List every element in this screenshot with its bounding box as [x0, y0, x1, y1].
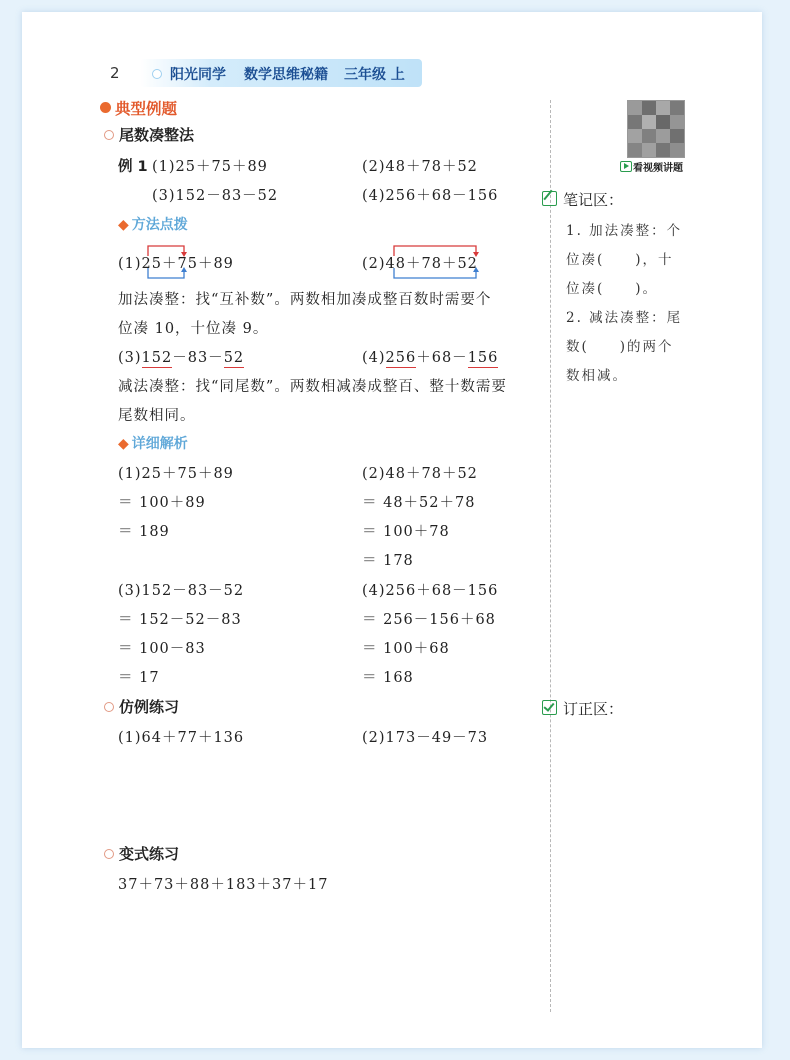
prefix: (2) — [362, 256, 386, 272]
grade-label: 三年级 上 — [344, 67, 405, 83]
solution-2-line-4: ＝ 178 — [362, 553, 414, 569]
correction-title — [542, 698, 623, 719]
term-b: 52 — [457, 256, 478, 272]
sub-explain-line-1: 减法凑整：找“同尾数”。两数相减凑成整百、整十数需要 — [118, 379, 507, 395]
page-number: 2 — [110, 64, 120, 82]
practice-title: 仿例练习 — [119, 698, 180, 716]
section-dot-icon — [100, 102, 111, 113]
method-title-text: 方法点拨 — [131, 217, 188, 233]
solution-4-line-4: ＝ 168 — [362, 670, 414, 686]
term-b: 156 — [467, 350, 499, 366]
notes-line-5: 数( )的两个 — [566, 339, 674, 355]
practice-bullet-icon — [104, 702, 114, 712]
qr-code-icon[interactable] — [627, 100, 685, 158]
sub-explain-line-2: 尾数相同。 — [118, 408, 196, 424]
op: ＋ — [162, 256, 178, 272]
solution-3-line-1: (3)152－83－52 — [118, 583, 245, 599]
notes-line-1: 1. 加法凑整：个 — [566, 223, 683, 239]
add-explain-line-1: 加法凑整：找“互补数”。两数相加凑成整百数时需要个 — [118, 292, 492, 308]
practice-question-2: (2)173－49－73 — [362, 730, 489, 746]
page — [22, 12, 762, 1048]
mid: －83－ — [172, 350, 224, 366]
example-problem-4: (4)256＋68－156 — [362, 188, 499, 204]
solution-4-line-2: ＝ 256－156＋68 — [362, 612, 496, 628]
term-a: 48 — [385, 256, 406, 272]
solution-2-line-3: ＝ 100＋78 — [362, 524, 450, 540]
solution-1-line-3: ＝ 189 — [118, 524, 170, 540]
term-a: 25 — [141, 256, 162, 272]
solution-title-text: 详细解析 — [131, 436, 188, 452]
method-line2-right — [362, 346, 498, 367]
note-pen-icon — [542, 191, 557, 206]
tail: ＋89 — [197, 256, 234, 272]
example-problem-3: (3)152－83－52 — [152, 188, 279, 204]
solution-1-line-2: ＝ 100＋89 — [118, 495, 206, 511]
subsection-bullet-icon — [104, 130, 114, 140]
solution-4-line-3: ＝ 100＋68 — [362, 641, 450, 657]
solution-3-line-2: ＝ 152－52－83 — [118, 612, 242, 628]
subsection-title: 尾数凑整法 — [119, 126, 195, 144]
solution-1-line-1: (1)25＋75＋89 — [118, 466, 234, 482]
notes-line-4: 2. 减法凑整：尾 — [566, 310, 683, 326]
prefix: (3) — [118, 350, 142, 366]
section-title: 典型例题 — [115, 100, 178, 118]
add-explain-line-2: 位凑 10，十位凑 9。 — [118, 321, 269, 337]
mid: ＋78＋ — [406, 256, 458, 272]
diamond-icon: ◆ — [118, 217, 129, 233]
diamond-icon: ◆ — [118, 436, 129, 452]
solution-3-line-3: ＝ 100－83 — [118, 641, 206, 657]
variant-title: 变式练习 — [119, 845, 180, 863]
video-link[interactable] — [620, 159, 683, 174]
solution-4-line-1: (4)256＋68－156 — [362, 583, 499, 599]
solution-3-line-4: ＝ 17 — [118, 670, 160, 686]
prefix: (1) — [118, 256, 142, 272]
notes-line-3: 位凑( )。 — [566, 281, 659, 297]
method-line1-right — [362, 252, 478, 273]
term-a: 256 — [385, 350, 417, 366]
notes-line-6: 数相减。 — [566, 368, 628, 384]
variant-question-1: 37＋73＋88＋183＋37＋17 — [118, 877, 329, 893]
solution-2-line-2: ＝ 48＋52＋78 — [362, 495, 476, 511]
prefix: (4) — [362, 350, 386, 366]
term-a: 152 — [141, 350, 173, 366]
mid: ＋68－ — [416, 350, 468, 366]
notes-line-2: 位凑( )，十 — [566, 252, 674, 268]
variant-bullet-icon — [104, 849, 114, 859]
video-label: 看视频讲题 — [633, 163, 683, 174]
column-divider — [550, 100, 551, 1012]
play-icon — [620, 161, 632, 172]
notes-title — [542, 189, 623, 210]
term-b: 52 — [223, 350, 245, 366]
example-problem-2: (2)48＋78＋52 — [362, 159, 478, 175]
correction-title-text: 订正区： — [563, 700, 624, 718]
practice-question-1: (1)64＋77＋136 — [118, 730, 245, 746]
example-label: 例 1 — [118, 159, 148, 175]
header-dot-icon — [152, 69, 162, 79]
book-title: 数学思维秘籍 — [244, 67, 328, 83]
method-line1-left — [118, 252, 234, 273]
solution-2-line-1: (2)48＋78＋52 — [362, 466, 478, 482]
method-line2-left — [118, 346, 244, 367]
solution-title — [118, 433, 188, 453]
checkbox-icon — [542, 700, 557, 715]
method-title — [118, 214, 188, 234]
term-b: 75 — [177, 256, 198, 272]
example-problem-1: (1)25＋75＋89 — [152, 159, 268, 175]
notes-title-text: 笔记区： — [563, 191, 624, 209]
book-series: 阳光同学 — [170, 67, 226, 83]
